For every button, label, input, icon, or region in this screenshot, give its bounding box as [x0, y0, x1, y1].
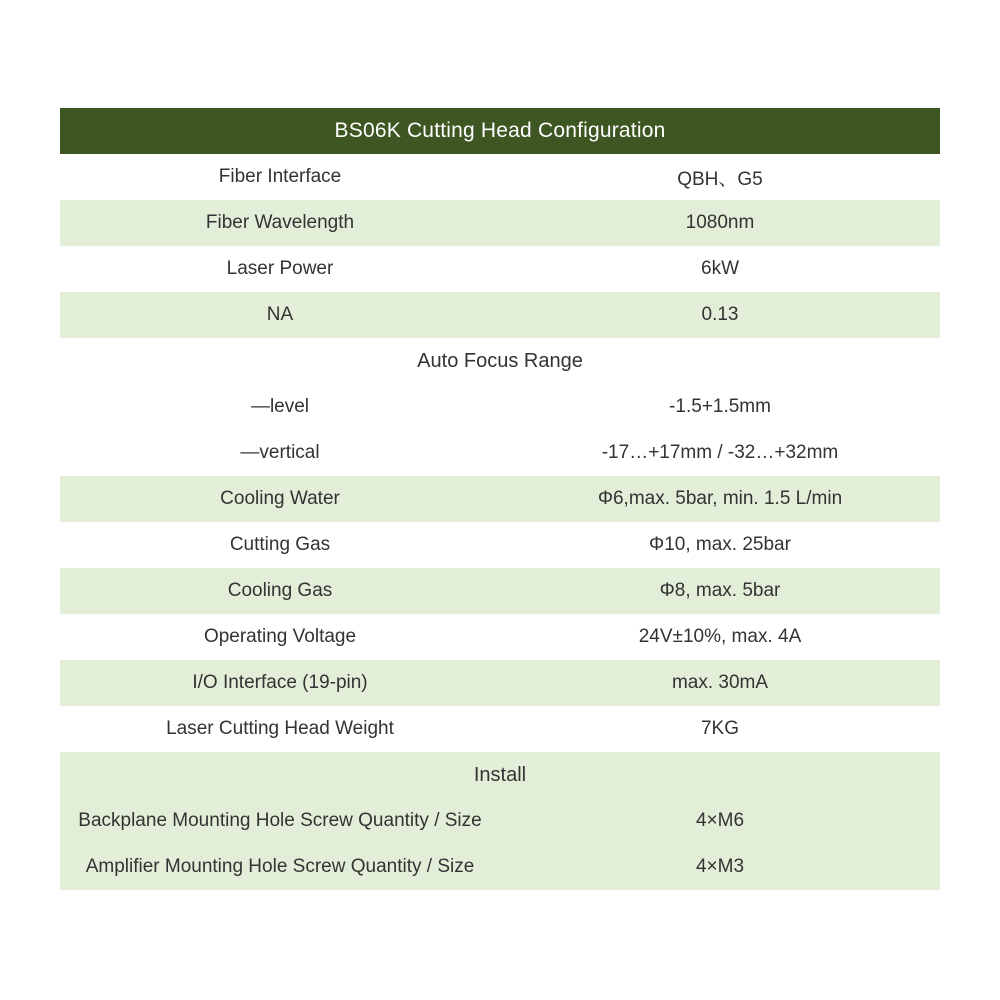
table-section-row — [60, 338, 940, 384]
row-label: Fiber Interface — [60, 154, 500, 200]
table-body — [60, 108, 940, 890]
row-label: —vertical — [60, 430, 500, 476]
table-row — [60, 154, 940, 200]
table-section-row — [60, 752, 940, 798]
table-header-row — [60, 108, 940, 154]
row-value: Φ8, max. 5bar — [500, 568, 940, 614]
row-value: 24V±10%, max. 4A — [500, 614, 940, 660]
row-value: Φ10, max. 25bar — [500, 522, 940, 568]
row-label: Laser Cutting Head Weight — [60, 706, 500, 752]
row-value: 4×M3 — [500, 844, 940, 890]
table-row — [60, 660, 940, 706]
table-row — [60, 522, 940, 568]
row-value: 0.13 — [500, 292, 940, 338]
section-label: Install — [60, 752, 940, 798]
section-label: Auto Focus Range — [60, 338, 940, 384]
table-row — [60, 706, 940, 752]
row-value: 7KG — [500, 706, 940, 752]
row-value: 1080nm — [500, 200, 940, 246]
row-value: -17…+17mm / -32…+32mm — [500, 430, 940, 476]
table-row — [60, 292, 940, 338]
row-value: 6kW — [500, 246, 940, 292]
table-row — [60, 476, 940, 522]
table-row — [60, 246, 940, 292]
row-value: 4×M6 — [500, 798, 940, 844]
row-label: —level — [60, 384, 500, 430]
table-title: BS06K Cutting Head Configuration — [60, 108, 940, 154]
row-label: Amplifier Mounting Hole Screw Quantity / Size — [60, 844, 500, 890]
row-value: max. 30mA — [500, 660, 940, 706]
row-value: QBH、G5 — [500, 154, 940, 200]
row-label: Cooling Water — [60, 476, 500, 522]
table-row — [60, 798, 940, 844]
specification-table-container — [60, 108, 940, 890]
row-label: Fiber Wavelength — [60, 200, 500, 246]
specification-table — [60, 108, 940, 890]
table-row — [60, 384, 940, 430]
row-label: NA — [60, 292, 500, 338]
row-value: -1.5+1.5mm — [500, 384, 940, 430]
row-label: Cutting Gas — [60, 522, 500, 568]
table-row — [60, 844, 940, 890]
row-value: Φ6,max. 5bar, min. 1.5 L/min — [500, 476, 940, 522]
table-row — [60, 568, 940, 614]
row-label: Operating Voltage — [60, 614, 500, 660]
row-label: Backplane Mounting Hole Screw Quantity / Size — [60, 798, 500, 844]
row-label: I/O Interface (19-pin) — [60, 660, 500, 706]
table-row — [60, 430, 940, 476]
table-row — [60, 200, 940, 246]
table-row — [60, 614, 940, 660]
row-label: Laser Power — [60, 246, 500, 292]
row-label: Cooling Gas — [60, 568, 500, 614]
